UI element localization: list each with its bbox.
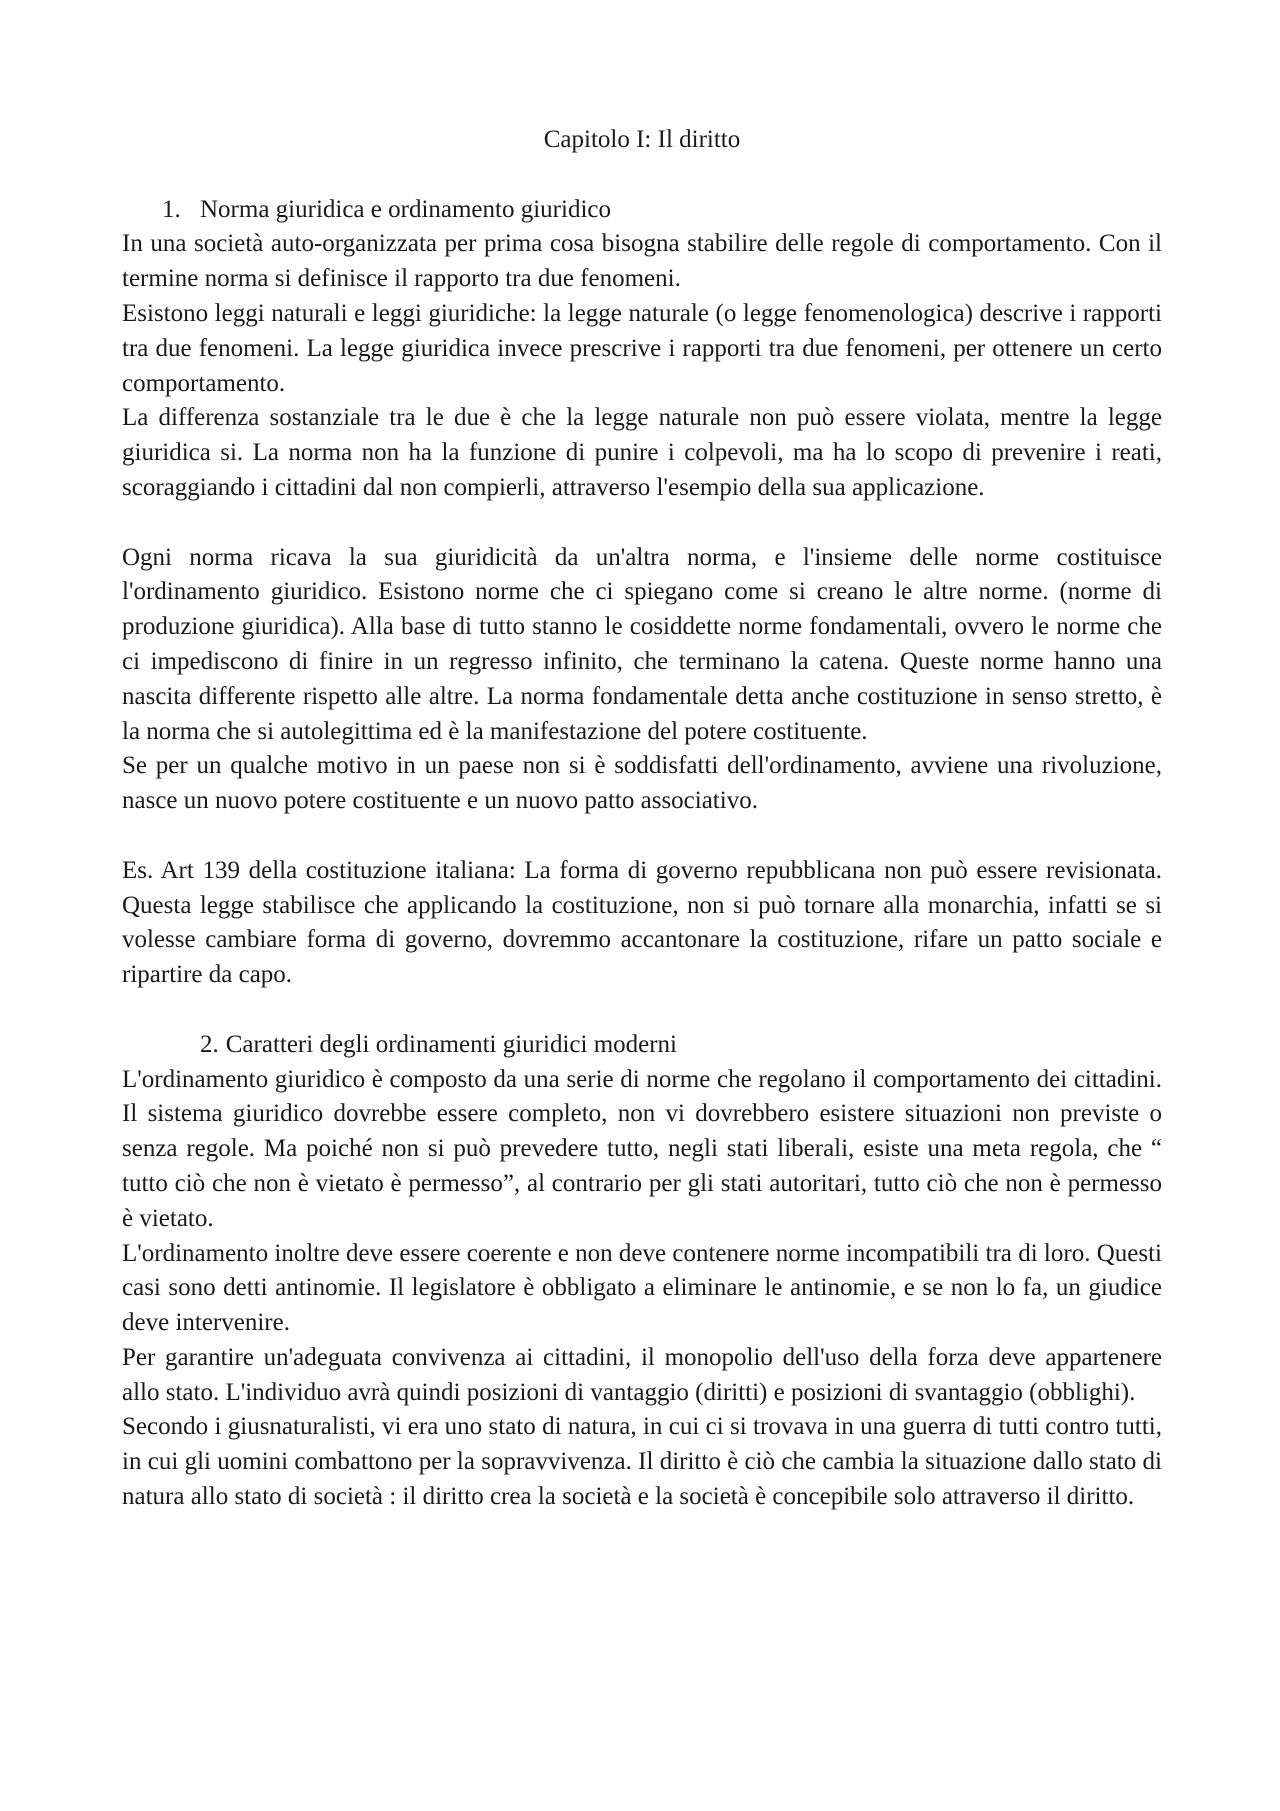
spacer [122,819,1162,854]
chapter-title: Capitolo I: Il diritto [543,126,741,153]
section-1-paragraph: Ogni norma ricava la sua giuridicità da un'altra norma, e l'insieme delle norme costituisce l'ordinamento giuridico. Esistono norme che ci spiegano come si creano le altre norme. (norme di produzione giuridica). Alla base di tutto stanno le cosiddette norme fondamentali, ovvero le norme che ci impediscono di finire in un regresso infinito, che terminano la catena. Queste norme hanno una nascita differente rispetto alle altre. La norma fondamentale detta anche costituzione in senso stretto, è la norma che si autolegittima ed è la manifestazione del potere costituente. [122,543,1162,745]
section-2-paragraph: Per garantire un'adeguata convivenza ai cittadini, il monopolio dell'uso della forza deve appartenere allo stato. L'individuo avrà quindi posizioni di vantaggio (diritti) e posizioni di svantaggio (obblighi). [122,1343,1162,1406]
document-body [122,123,1162,1515]
section-1-example: Es. Art 139 della costituzione italiana: La forma di governo repubblicana non può essere revisionata. Questa legge stabilisce che applicando la costituzione, non si può tornare alla monarchia, infatti se si volesse cambiare forma di governo, dovremmo accantonare la costituzione, rifare un patto sociale e ripartire da capo. [122,856,1162,989]
section-1-title: Norma giuridica e ordinamento giuridico [200,195,611,223]
section-2-number: 2. [200,1030,219,1058]
spacer [122,158,1162,193]
section-1-paragraph: Se per un qualche motivo in un paese non si è soddisfatti dell'ordinamento, avviene una rivoluzione, nasce un nuovo potere costituente e un nuovo patto associativo. [122,752,1162,815]
section-2-paragraph: L'ordinamento inoltre deve essere coerente e non deve contenere norme incompatibili tra di loro. Questi casi sono detti antinomie. Il legislatore è obbligato a eliminare le antinomie, e se non lo fa, un giudice deve intervenire. [122,1239,1162,1337]
section-1-number: 1. [162,195,181,223]
section-1-paragraph: La differenza sostanziale tra le due è che la legge naturale non può essere violata, mentre la legge giuridica si. La norma non ha la funzione di punire i colpevoli, ma ha lo scopo di prevenire i reati, scoraggiando i cittadini dal non compierli, attraverso l'esempio della sua applicazione. [122,404,1162,501]
section-1-heading [122,193,1162,228]
section-2-heading [122,1028,1162,1063]
section-1-paragraph: In una società auto-organizzata per prima cosa bisogna stabilire delle regole di comportamento. Con il termine norma si definisce il rapporto tra due fenomeni. [122,230,1162,293]
section-1-paragraph: Esistono leggi naturali e leggi giuridiche: la legge naturale (o legge fenomenologica) descrive i rapporti tra due fenomeni. La legge giuridica invece prescrive i rapporti tra due fenomeni, per ottenere un certo comportamento. [122,299,1162,397]
spacer [122,993,1162,1028]
section-2-title: Caratteri degli ordinamenti giuridici moderni [225,1030,678,1058]
section-2-paragraph: L'ordinamento giuridico è composto da una serie di norme che regolano il comportamento dei cittadini. Il sistema giuridico dovrebbe essere completo, non vi dovrebbero esistere situazioni non previste o senza regole. Ma poiché non si può prevedere tutto, negli stati liberali, esiste una meta regola, che “ tutto ciò che non è vietato è permesso”, al contrario per gli stati autoritari, tutto ciò che non è permesso è vietato. [122,1065,1162,1232]
spacer [122,506,1162,541]
section-2-paragraph: Secondo i giusnaturalisti, vi era uno stato di natura, in cui ci si trovava in una guerra di tutti contro tutti, in cui gli uomini combattono per la sopravvivenza. Il diritto è ciò che cambia la situazione dallo stato di natura allo stato di società : il diritto crea la società e la società è concepibile solo attraverso il diritto. [122,1413,1162,1511]
